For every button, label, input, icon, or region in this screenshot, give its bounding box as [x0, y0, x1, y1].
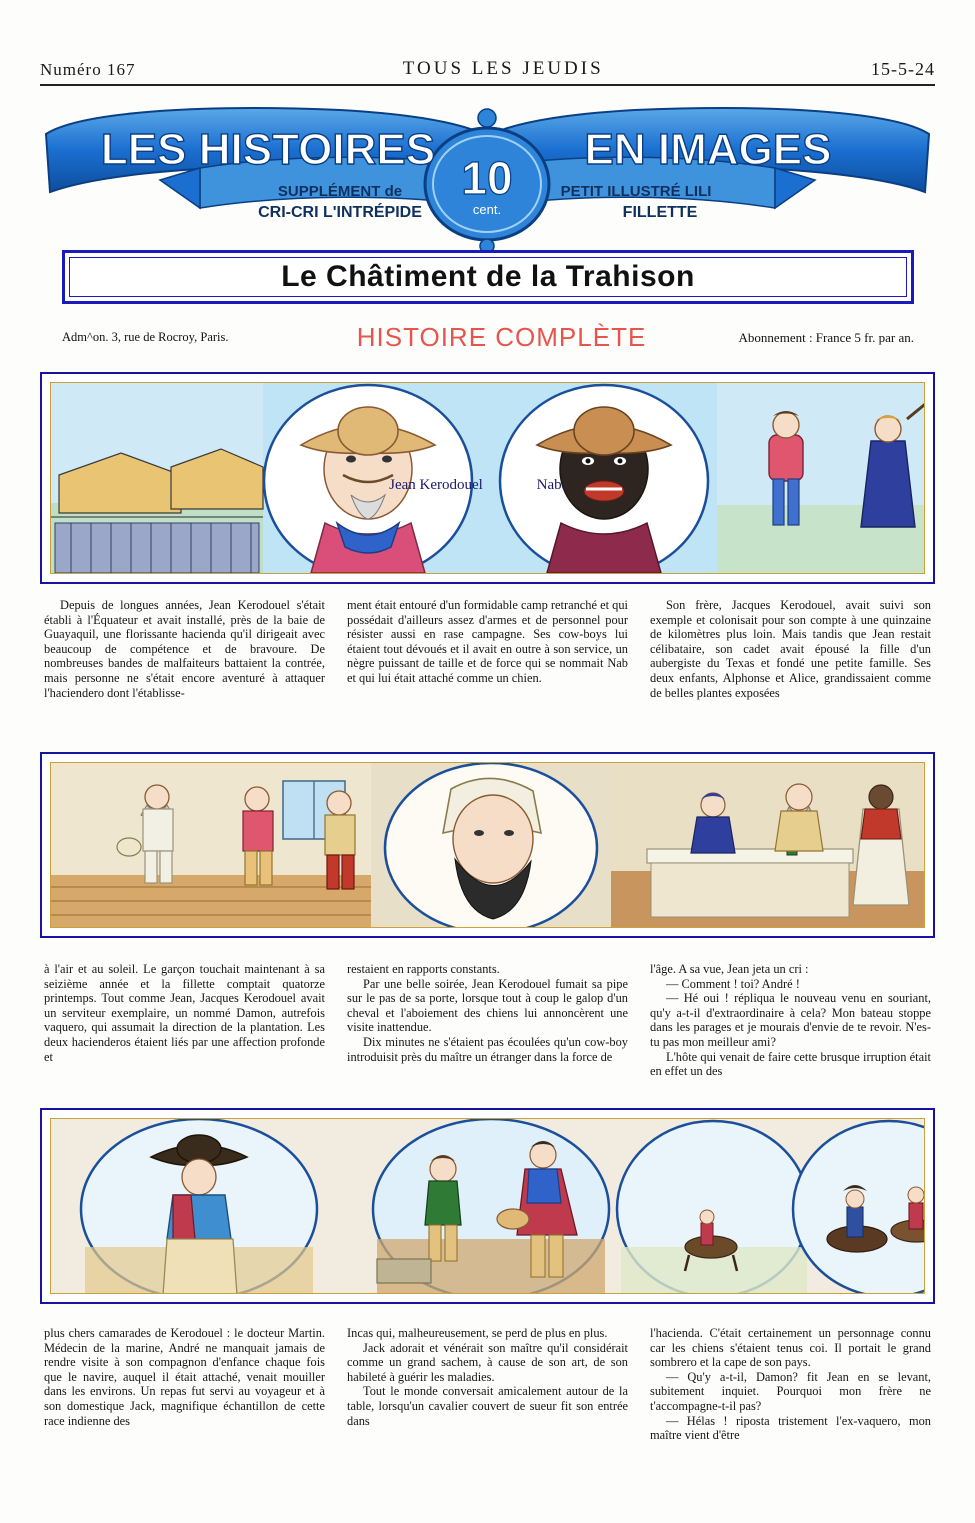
- masthead-banner: [40, 96, 935, 256]
- text-block-3-col-2: [347, 1326, 628, 1443]
- paragraph: — Comment ! toi? André !: [666, 976, 800, 991]
- text-block-3-col-3: [650, 1326, 931, 1443]
- publication-date: 15-5-24: [870, 59, 935, 79]
- text-block-2-col-3: [650, 962, 931, 1079]
- ribbon-right-bottom: FILLETTE: [622, 204, 698, 221]
- text-block-2-col-2: [347, 962, 628, 1079]
- admin-address: [62, 330, 229, 345]
- paragraph: Incas qui, malheureusement, se perd de plus en plus.: [347, 1326, 608, 1340]
- paragraph: l'hacienda. C'était certainement un personnage connu car les chiens s'étaient tenus coi. Il portait le grand sombrero et la cape de son pays.: [650, 1326, 931, 1370]
- paragraph: Jack adorait et vénérait son maître qu'il considérait comme un grand sachem, à cause de son art, de son habileté à guérir les maladies.: [347, 1340, 628, 1384]
- paragraph: à l'air et au soleil. Le garçon touchait maintenant à sa seizième année et la fillette comptait quatorze printemps. Tout comme Jean, Jacques Kerodouel avait un serviteur exemplaire, un nommé Damon, autrefois vaquero, qui assumait la direction de la plantation. Les deux hacienderos étaient liés par une affection profonde et: [44, 962, 325, 1064]
- text-block-1-col-1: [44, 598, 325, 700]
- paragraph: — Qu'y a-t-il, Damon? fit Jean en se levant, subitement inquiet. Pourquoi mon frère ne t'accompagne-t-il pas?: [650, 1369, 931, 1413]
- comic-strip-3-inner: [50, 1118, 925, 1294]
- paragraph: restaient en rapports constants.: [347, 962, 500, 976]
- story-title-box: [62, 250, 914, 304]
- issue-number: Numéro 167: [40, 60, 136, 79]
- subheader-row: [62, 322, 914, 353]
- masthead-right-title: EN IMAGES: [584, 125, 832, 174]
- comic-strip-1: [40, 372, 935, 584]
- ribbon-right-top: PETIT ILLUSTRÉ LILI: [560, 183, 712, 200]
- ribbon-left-bottom: CRI-CRI L'INTRÉPIDE: [258, 204, 422, 221]
- complete-story-label: HISTOIRE COMPLÈTE: [356, 322, 647, 352]
- paragraph: — Hé oui ! répliqua le nouveau venu en souriant, qu'y a-t-il d'extraordinaire à cela? Mon bateau stoppe dans les parages et je mourais d'envie de te revoir. N'es-tu pas mon meilleur ami?: [650, 991, 931, 1049]
- text-block-3-col-1: [44, 1326, 325, 1443]
- paragraph: Son frère, Jacques Kerodouel, avait suivi son exemple et colonisait pour son compte à une quinzaine de kilomètres plus loin. Mais tandis que Jean restait célibataire, son cadet avait épousé la fille d'un aubergiste du Texas et fondé une petite famille. Ses deux enfants, Alphonse et Alice, grandissaient comme de belles plantes exposées: [650, 598, 931, 700]
- paragraph: — Hélas ! riposta tristement l'ex-vaquero, mon maître vient d'être: [650, 1413, 931, 1443]
- text-block-1-col-3: [650, 598, 931, 700]
- masthead-left-title: LES HISTOIRES: [100, 125, 436, 174]
- text-block-3: [44, 1326, 932, 1443]
- portrait-caption-right: Nab.: [536, 477, 566, 493]
- comic-strip-2: [40, 752, 935, 938]
- price-number: 10: [461, 152, 513, 204]
- paragraph: Par une belle soirée, Jean Kerodouel fumait sa pipe sur le pas de sa porte, lorsque tout à coup le galop d'un cheval et l'aboiement des chiens lui annoncèrent une visite inattendue.: [347, 976, 628, 1035]
- text-block-2-col-1: [44, 962, 325, 1079]
- paragraph: ment était entouré d'un formidable camp retranché et qui possédait d'ailleurs assez d'armes et de personnel pour résister aussi en rase campagne. Ses cow-boys lui étaient tout dévoués et il avait en outre à son service, un nègre puissant de taille et de force qui se nommait Nab et qui lui était attaché comme un chien.: [347, 598, 628, 685]
- header-rule: [40, 84, 935, 86]
- text-block-1: [44, 598, 932, 700]
- comic-strip-2-inner: [50, 762, 925, 928]
- paragraph: Depuis de longues années, Jean Kerodouel s'était établi à l'Équateur et avait installé, près de la baie de Guayaquil, une florissante hacienda qu'il dirigeait avec beaucoup de compétence et de bravoure. De nombreuses bandes de malfaiteurs battaient la contrée, mais personne ne s'était encore aventuré à attaquer l'haciendero dont l'établisse-: [44, 598, 325, 700]
- admin-address-text: Adm^on. 3, rue de Rocroy, Paris.: [62, 330, 229, 344]
- ribbon-left-top: SUPPLÉMENT de: [277, 183, 403, 200]
- portrait-caption-left: Jean Kerodouel: [389, 477, 483, 493]
- comic-strip-3: [40, 1108, 935, 1304]
- text-block-2: [44, 962, 932, 1079]
- paragraph: L'hôte qui venait de faire cette brusque irruption était en effet un des: [650, 1049, 931, 1079]
- paragraph: l'âge. A sa vue, Jean jeta un cri :: [650, 962, 809, 976]
- paragraph: Tout le monde conversait amicalement autour de la table, lorsqu'un cavalier couvert de sueur fit son entrée dans: [347, 1384, 628, 1428]
- publication-frequency: TOUS LES JEUDIS: [402, 58, 604, 79]
- price-unit: cent.: [472, 202, 502, 217]
- comic-strip-1-inner: [50, 382, 925, 574]
- paragraph: Dix minutes ne s'étaient pas écoulées qu'un cow-boy introduisit près du maître un étranger dans la force de: [347, 1034, 628, 1064]
- subscription-info: Abonnement : France 5 fr. par an.: [738, 329, 914, 345]
- page-title: Le Châtiment de la Trahison: [281, 260, 695, 293]
- page-header: [40, 58, 935, 80]
- text-block-1-col-2: [347, 598, 628, 700]
- paragraph: plus chers camarades de Kerodouel : le docteur Martin. Médecin de la marine, André ne manquait jamais de rendre visite à son compagnon d'enfance chaque fois que le navire, auquel il était attaché, venait mouiller dans les environs. Un repas fut servi au voyageur et à son domestique Jack, magnifique échantillon de cette race indienne des: [44, 1326, 325, 1428]
